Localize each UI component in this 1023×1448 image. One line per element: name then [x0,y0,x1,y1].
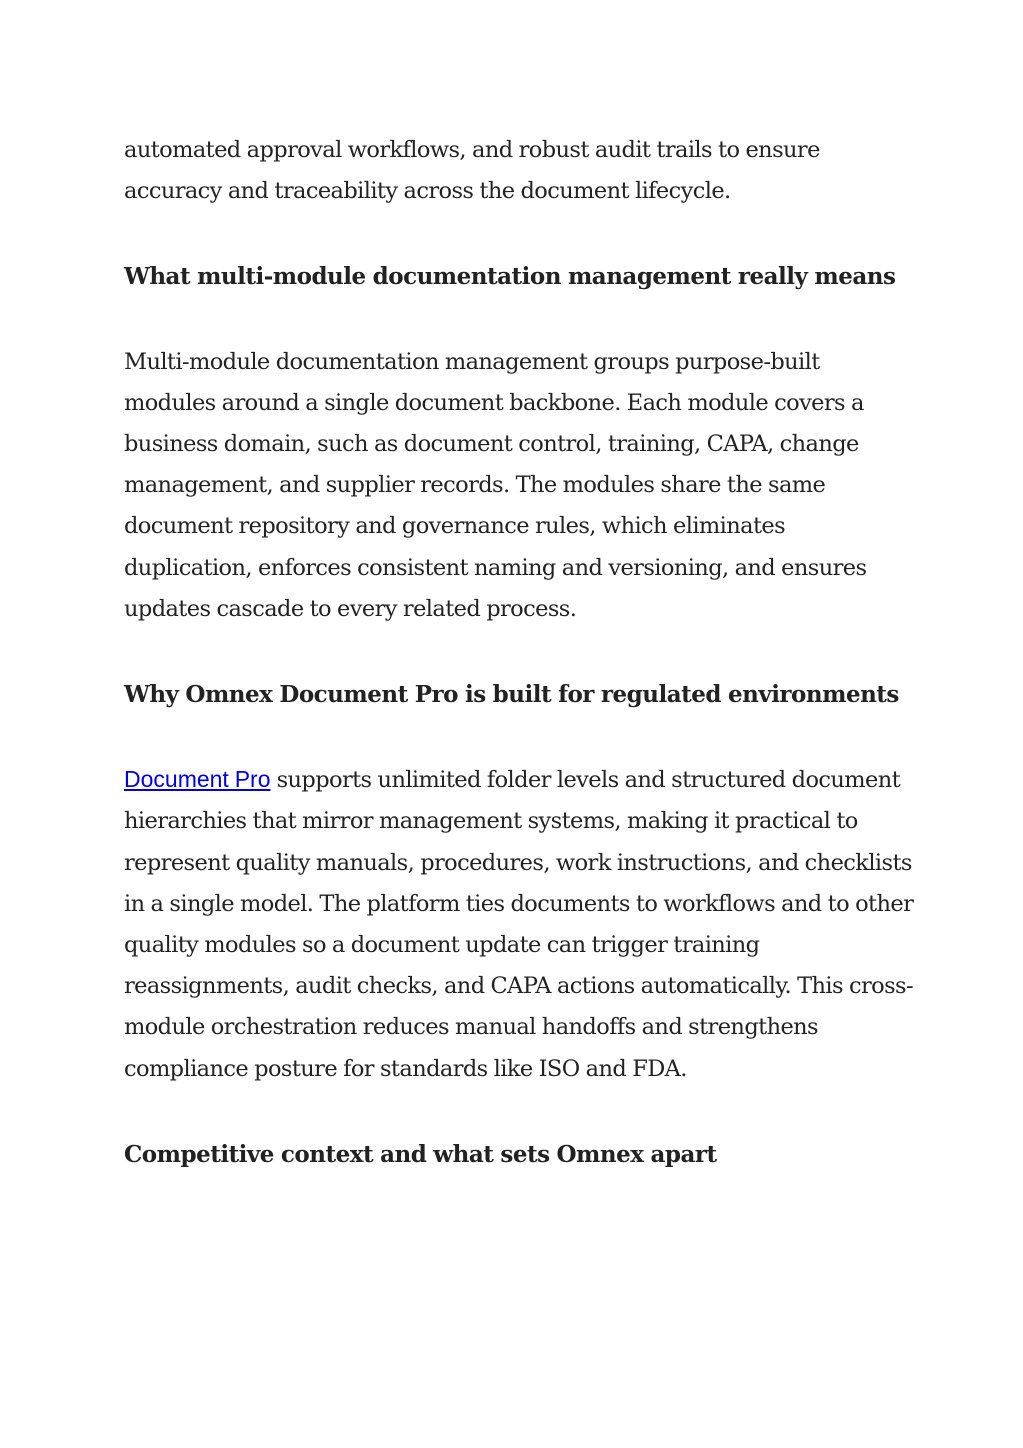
intro-paragraph: automated approval workflows, and robust audit trails to ensure accuracy and traceability across the document lifecycle. [124,137,820,205]
section-heading-regulated-environments: Why Omnex Document Pro is built for regulated environments [124,681,899,709]
section-heading-multi-module: What multi-module documentation management really means [124,263,896,291]
paragraph-text: supports unlimited folder levels and structured document hierarchies that mirror management systems, making it practical to represent quality manuals, procedures, work instructions, and checklists in a single model. The platform ties documents to workflows and to other quality modules so a document update can trigger training reassignments, audit checks, and CAPA actions automatically. This cross-module orchestration reduces manual handoffs and strengthens compliance posture for standards like ISO and FDA. [124,767,914,1082]
document-page [124,130,914,1175]
spacer [124,630,914,674]
spacer [124,298,914,342]
section-paragraph-regulated-environments [124,759,914,1090]
section-paragraph-multi-module: Multi-module documentation management groups purpose-built modules around a single document backbone. Each module covers a business domain, such as document control, training, CAPA, change management, and supplier records. The modules share the same document repository and governance rules, which eliminates duplication, enforces consistent naming and versioning, and ensures updates cascade to every related process. [124,348,867,622]
document-pro-link[interactable]: Document Pro [124,766,271,793]
spacer [124,212,914,256]
spacer [124,715,914,759]
spacer [124,1090,914,1134]
section-heading-competitive-context: Competitive context and what sets Omnex apart [124,1140,717,1168]
